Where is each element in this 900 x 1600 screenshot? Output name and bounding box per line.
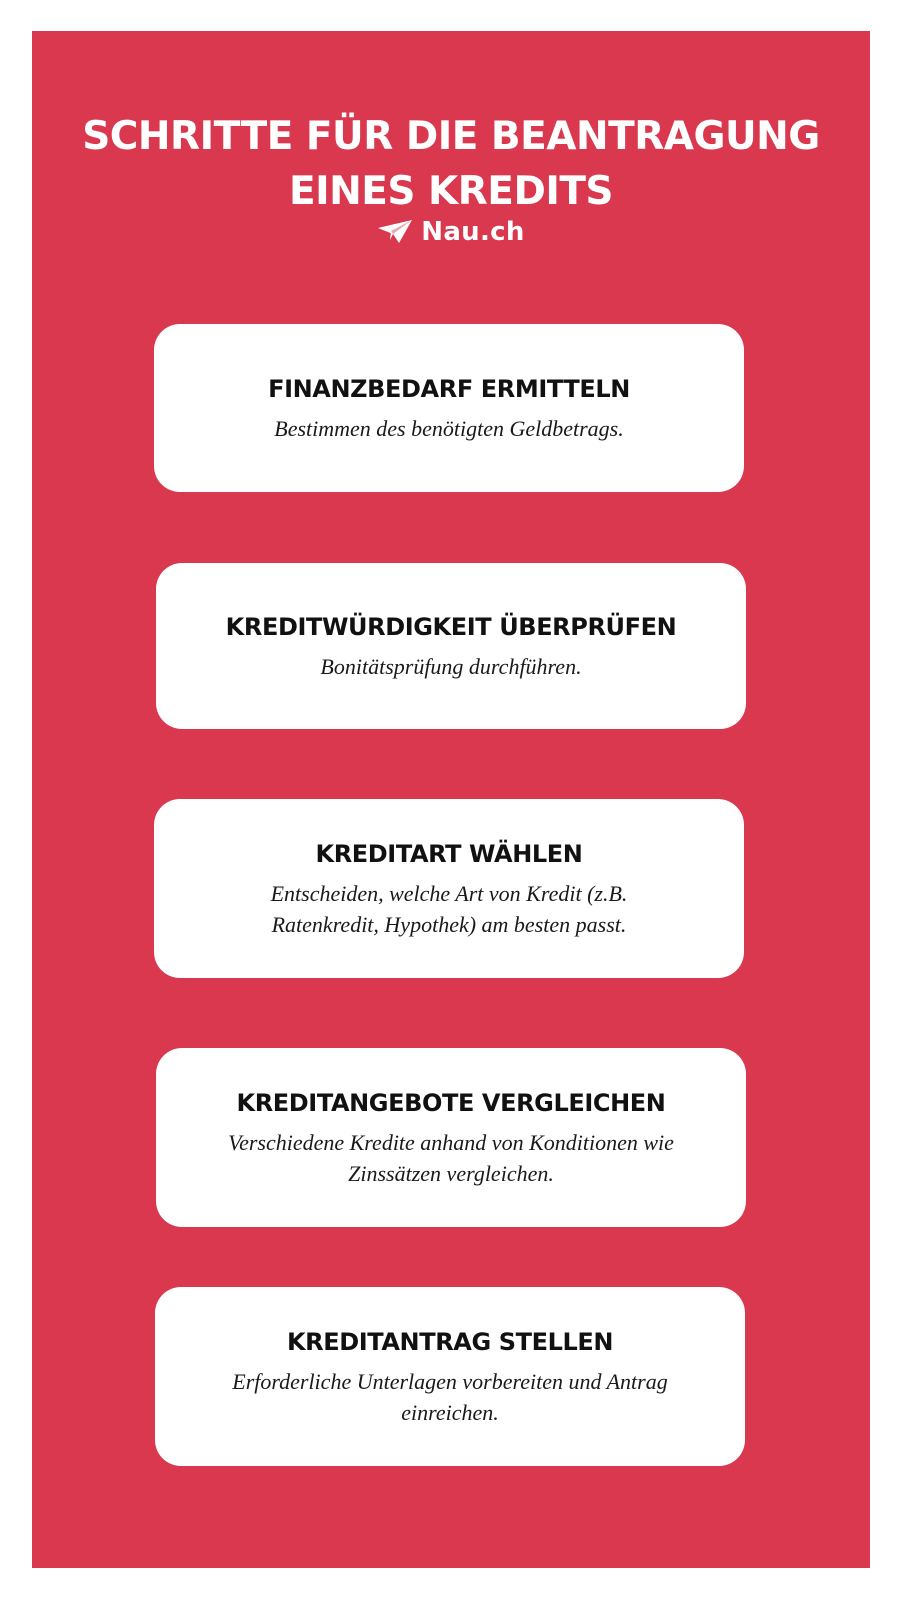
step-description (271, 878, 628, 940)
paper-plane-icon (377, 219, 413, 245)
step-card-2 (156, 563, 746, 729)
step-description-line-2: einreichen. (401, 1399, 499, 1425)
step-description-line-1: Verschiedene Kredite anhand von Konditionen wie (228, 1129, 674, 1155)
page-title (32, 109, 870, 219)
step-description (232, 1366, 667, 1428)
step-card-4 (156, 1048, 746, 1227)
step-title: KREDITANGEBOTE VERGLEICHEN (236, 1088, 666, 1117)
step-card-1 (154, 324, 744, 492)
step-title: KREDITART WÄHLEN (315, 839, 583, 868)
step-description-line-2: Zinssätzen vergleichen. (348, 1160, 554, 1186)
step-title: FINANZBEDARF ERMITTELN (268, 374, 630, 403)
step-title: KREDITWÜRDIGKEIT ÜBERPRÜFEN (225, 612, 677, 641)
step-description-line-1: Bonitätsprüfung durchführen. (320, 653, 582, 679)
step-description-line-1: Bestimmen des benötigten Geldbetrags. (274, 415, 624, 441)
brand-logo (32, 217, 870, 247)
infographic-panel (32, 31, 870, 1568)
step-card-3 (154, 799, 744, 978)
step-title: KREDITANTRAG STELLEN (286, 1327, 614, 1356)
page-title-line-1: SCHRITTE FÜR DIE BEANTRAGUNG (82, 114, 820, 159)
step-description (228, 1127, 674, 1189)
step-card-5 (155, 1287, 745, 1466)
step-description (320, 651, 581, 682)
page-title-line-2: EINES KREDITS (288, 169, 614, 214)
step-description (274, 413, 624, 444)
step-description-line-1: Entscheiden, welche Art von Kredit (z.B. (270, 880, 628, 906)
brand-name: Nau.ch (421, 217, 525, 247)
step-description-line-2: Ratenkredit, Hypothek) am besten passt. (271, 911, 627, 937)
step-description-line-1: Erforderliche Unterlagen vorbereiten und Antrag (232, 1368, 668, 1394)
